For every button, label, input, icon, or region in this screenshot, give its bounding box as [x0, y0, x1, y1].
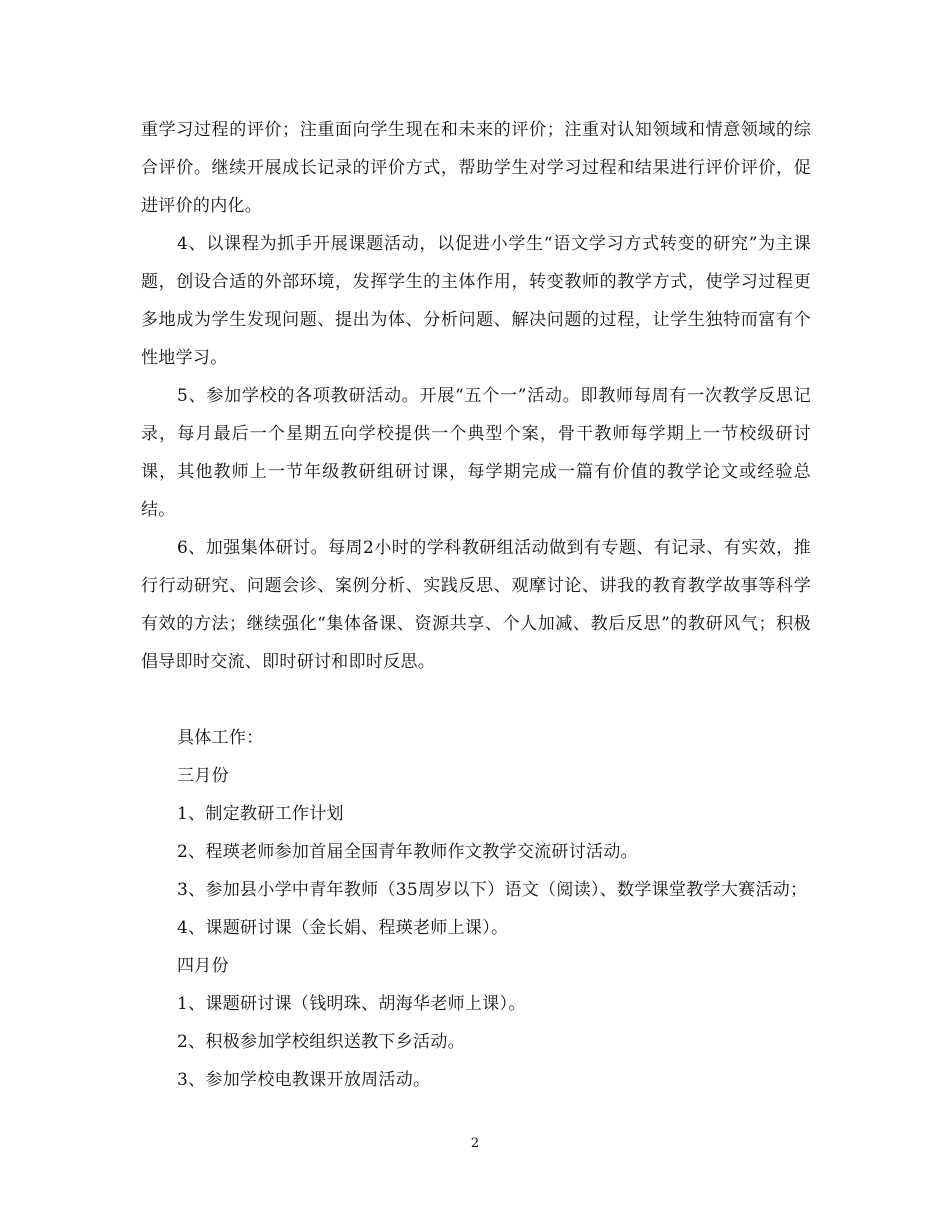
list-item: 2、程瑛老师参加首届全国青年教师作文教学交流研讨活动。	[177, 842, 638, 862]
paragraph-item-5: 5、参加学校的各项教研活动。开展“五个一”活动。即教师每周有一次教学反思记录，每月最后一个星期五向学校提供一个典型个案，骨干教师每学期上一节校级研讨课，其他教师上一节年级教研组研讨课，每学期完成一篇有价值的教学论文或经验总结。	[141, 386, 811, 520]
list-item: 1、课题研讨课（钱明珠、胡海华老师上课）。	[177, 994, 526, 1014]
paragraph-spacer	[141, 681, 811, 719]
list-item: 3、参加县小学中青年教师（35周岁以下）语文（阅读）、数学课堂教学大赛活动；	[177, 880, 808, 900]
document-body	[141, 111, 811, 1099]
paragraph-item-6: 6、加强集体研讨。每周2小时的学科教研组活动做到有专题、有记录、有实效，推行行动研究、问题会诊、案例分析、实践反思、观摩讨论、讲我的教育教学故事等科学有效的方法；继续强化“集体备课、资源共享、个人加减、教后反思”的教研风气；积极倡导即时交流、即时研讨和即时反思。	[141, 538, 811, 672]
list-item: 2、积极参加学校组织送教下乡活动。	[177, 1032, 465, 1052]
list-item: 4、课题研讨课（金长娟、程瑛老师上课）。	[177, 918, 509, 938]
list-item: 3、参加学校电教课开放周活动。	[177, 1070, 431, 1090]
schedule-heading: 具体工作：	[177, 728, 264, 748]
paragraph-item-4: 4、以课程为抓手开展课题活动，以促进小学生“语文学习方式转变的研究”为主课题，创设合适的外部环境，发挥学生的主体作用，转变教师的教学方式，使学习过程更多地成为学生发现问题、提出为体、分析问题、解决问题的过程，让学生独特而富有个性地学习。	[141, 234, 811, 368]
month-title-april: 四月份	[177, 956, 229, 976]
page-number: 2	[470, 1136, 480, 1151]
paragraph-evaluation-continued: 重学习过程的评价；注重面向学生现在和未来的评价；注重对认知领域和情意领域的综合评价。继续开展成长记录的评价方式，帮助学生对学习过程和结果进行评价评价，促进评价的内化。	[141, 120, 811, 216]
list-item: 1、制定教研工作计划	[177, 804, 344, 824]
month-title-march: 三月份	[177, 766, 229, 786]
